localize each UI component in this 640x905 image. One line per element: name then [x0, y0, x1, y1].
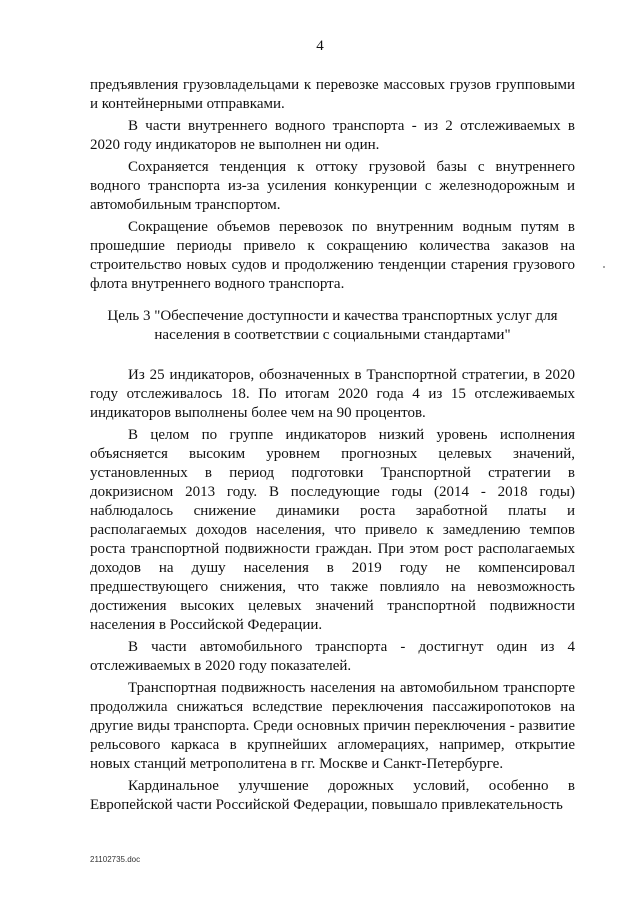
goal-heading-line: Цель 3 "Обеспечение доступности и качества транспортных услуг для: [107, 308, 558, 324]
page-number: 4: [316, 38, 324, 54]
paragraph: В части автомобильного транспорта - достигнут один из 4 отслеживаемых в 2020 году показателей.: [90, 639, 575, 674]
paragraph: В части внутреннего водного транспорта - из 2 отслеживаемых в 2020 году индикаторов не выполнен ни один.: [90, 118, 575, 153]
paragraph: Сокращение объемов перевозок по внутренним водным путям в прошедшие периоды привело к сокращению количества заказов на строительство новых судов и продолжению тенденции старения грузового флота внутреннего водного транспорта.: [90, 219, 575, 292]
paragraph: Из 25 индикаторов, обозначенных в Транспортной стратегии, в 2020 году отслеживалось 18. По итогам 2020 года 4 из 15 отслеживаемых индикаторов выполнены более чем на 90 процентов.: [90, 367, 575, 421]
paragraph: В целом по группе индикаторов низкий уровень исполнения объясняется высоким уровнем прогнозных целевых значений, установленных в период подготовки Транспортной стратегии в докризисном 2013 году. В последующие годы (2014 - 2018 годы) наблюдалось снижение динамики роста заработной платы и располагаемых доходов населения, что привело к замедлению темпов роста транспортной подвижности граждан. При этом рост располагаемых доходов на душу населения в 2019 году не компенсировал предшествующего снижения, что также повлияло на невозможность достижения высоких целевых значений транспортной подвижности населения в Российской Федерации.: [90, 427, 575, 633]
body-section-2: [90, 366, 575, 818]
paragraph: предъявления грузовладельцами к перевозке массовых грузов групповыми и контейнерными отправками.: [90, 77, 575, 112]
paragraph: Транспортная подвижность населения на автомобильном транспорте продолжила снижаться вследствие переключения пассажиропотоков на другие виды транспорта. Среди основных причин переключения - развитие рельсового каркаса в крупнейших агломерациях, например, открытие новых станций метрополитена в гг. Москве и Санкт-Петербурге.: [90, 680, 575, 772]
margin-speck: [603, 266, 605, 268]
paragraph: Сохраняется тенденция к оттоку грузовой базы с внутреннего водного транспорта из-за усиления конкуренции с железнодорожным и автомобильным транспортом.: [90, 159, 575, 213]
body-section-1: [90, 76, 575, 297]
goal-heading: [90, 307, 575, 345]
paragraph: Кардинальное улучшение дорожных условий, особенно в Европейской части Российской Федерации, повышало привлекательность: [90, 778, 575, 813]
document-code: 21102735.doc: [90, 855, 141, 864]
goal-heading-line: населения в соответствии с социальными стандартами": [154, 327, 511, 343]
